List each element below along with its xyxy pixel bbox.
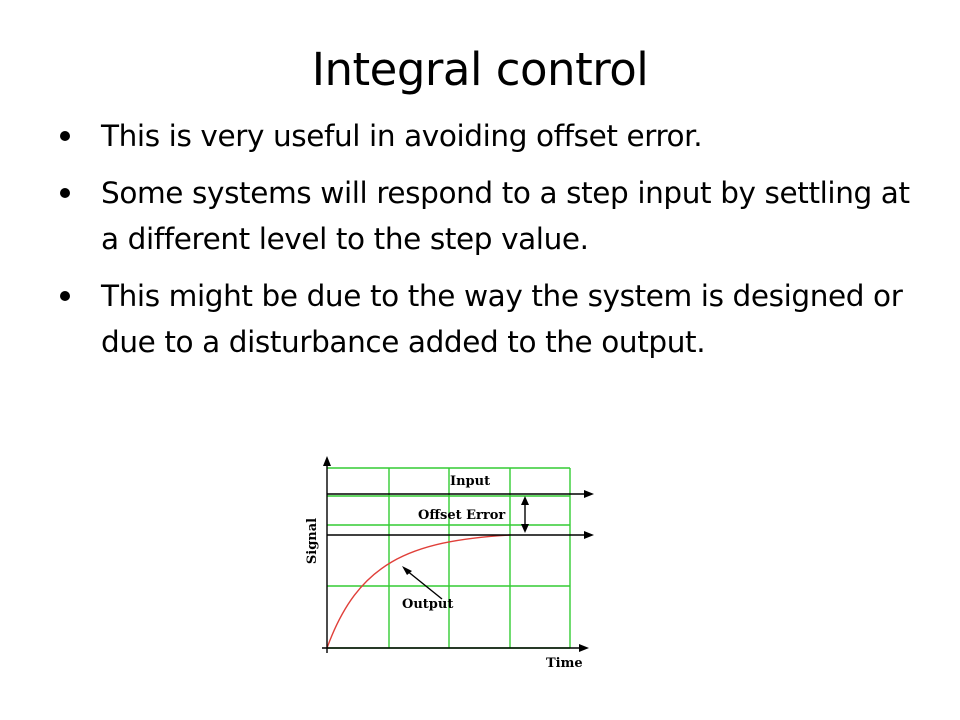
x-axis-arrow-icon (579, 644, 589, 652)
offset-down-arrow-icon (521, 524, 529, 533)
output-label: Output (402, 597, 454, 612)
bullet-list (60, 113, 920, 376)
offset-error-diagram (298, 453, 598, 675)
offset-error-label: Offset Error (418, 508, 506, 523)
bullet-text: This might be due to the way the system is designed or due to a disturbance added to the output. (101, 279, 903, 359)
input-arrow-icon (584, 490, 594, 498)
bullet-item (60, 273, 920, 365)
slide-title: Integral control (311, 43, 649, 96)
bullet-dot-icon (60, 131, 70, 141)
output-pointer (406, 570, 442, 599)
output-level-arrow-icon (584, 531, 594, 539)
y-axis-arrow-icon (323, 456, 331, 466)
y-axis-label: Signal (305, 517, 320, 565)
grid (327, 468, 570, 648)
x-axis-label: Time (546, 656, 583, 671)
bullet-text: This is very useful in avoiding offset error. (101, 119, 703, 153)
offset-up-arrow-icon (521, 496, 529, 505)
bullet-dot-icon (60, 291, 70, 301)
bullet-text: Some systems will respond to a step input by settling at a different level to the step value. (101, 176, 910, 256)
output-curve (327, 535, 510, 648)
bullet-item (60, 170, 920, 262)
bullet-dot-icon (60, 188, 70, 198)
input-label: Input (450, 474, 491, 489)
bullet-item (60, 113, 920, 159)
